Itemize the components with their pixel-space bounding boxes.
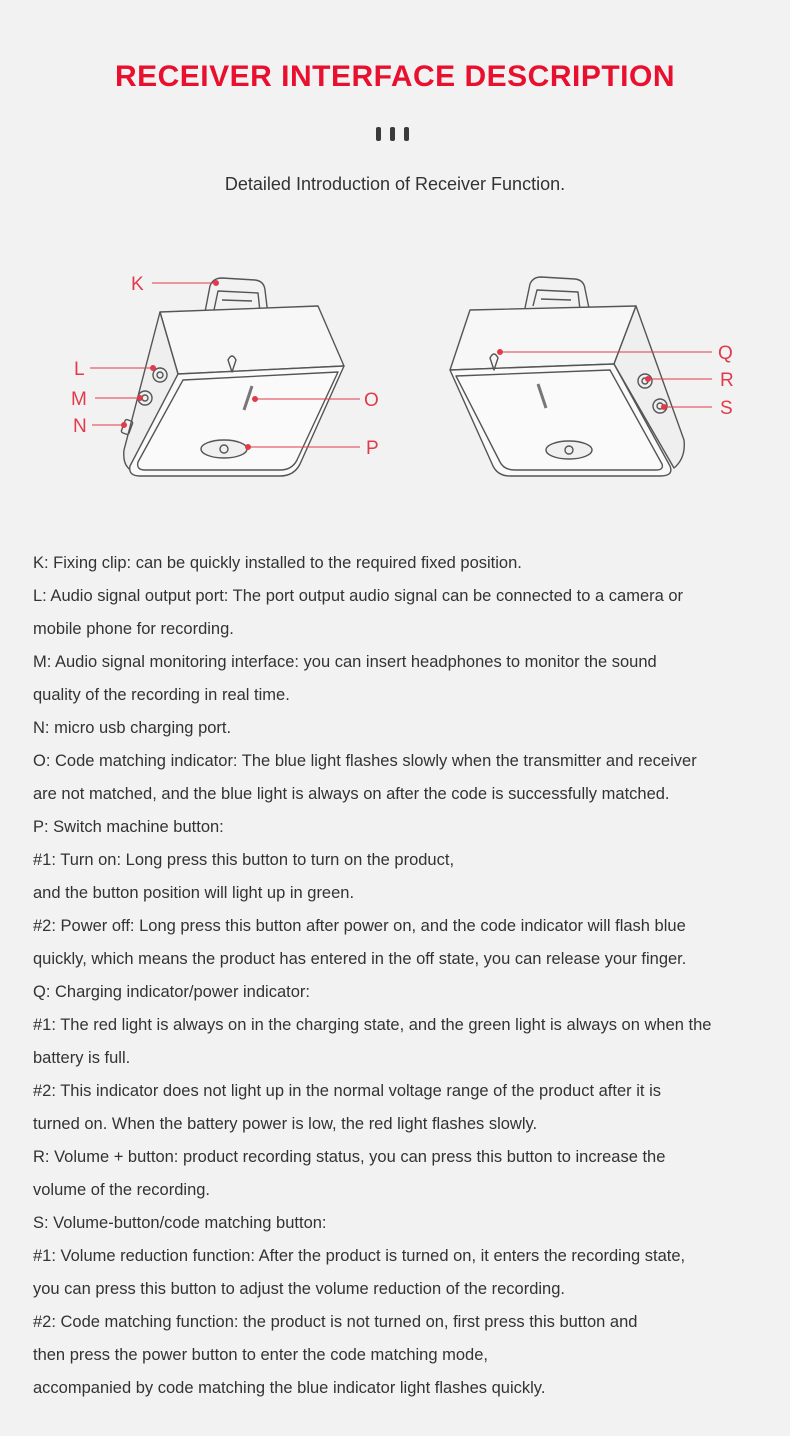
divider-dots — [376, 127, 416, 141]
description-line: are not matched, and the blue light is always on after the code is successfully matched. — [33, 785, 670, 803]
description-line: accompanied by code matching the blue indicator light flashes quickly. — [33, 1379, 546, 1397]
divider-dot — [404, 127, 409, 141]
function-description — [33, 547, 778, 1405]
callout-o: O — [364, 390, 379, 411]
description-line: battery is full. — [33, 1049, 131, 1067]
callout-q: Q — [718, 343, 733, 364]
description-line: #2: This indicator does not light up in the normal voltage range of the product after it is — [33, 1082, 661, 1100]
description-line: turned on. When the battery power is low, the red light flashes slowly. — [33, 1115, 538, 1133]
description-line: P: Switch machine button: — [33, 818, 224, 836]
description-line: then press the power button to enter the code matching mode, — [33, 1346, 488, 1364]
description-line: #1: Turn on: Long press this button to turn on the product, — [33, 851, 455, 869]
description-line: #2: Code matching function: the product is not turned on, first press this button and — [33, 1313, 638, 1331]
description-line: O: Code matching indicator: The blue light flashes slowly when the transmitter and receiver — [33, 752, 697, 770]
callout-n: N — [73, 416, 87, 437]
description-line: quality of the recording in real time. — [33, 686, 290, 704]
callout-s: S — [720, 398, 733, 419]
page-title: RECEIVER INTERFACE DESCRIPTION — [114, 60, 676, 93]
callout-k: K — [131, 274, 144, 295]
description-line: Q: Charging indicator/power indicator: — [33, 983, 310, 1001]
callout-m: M — [71, 389, 87, 410]
description-line: R: Volume + button: product recording status, you can press this button to increase the — [33, 1148, 666, 1166]
description-line: #2: Power off: Long press this button after power on, and the code indicator will flash blue — [33, 917, 686, 935]
description-line: you can press this button to adjust the volume reduction of the recording. — [33, 1280, 565, 1298]
description-line: quickly, which means the product has entered in the off state, you can release your finger. — [33, 950, 687, 968]
description-line: and the button position will light up in green. — [33, 884, 355, 902]
description-line: K: Fixing clip: can be quickly installed to the required fixed position. — [33, 554, 522, 572]
receiver-illustration — [0, 260, 790, 500]
description-line: #1: The red light is always on in the charging state, and the green light is always on when the — [33, 1016, 712, 1034]
receiver-left-view — [121, 278, 344, 476]
divider-dot — [390, 127, 395, 141]
description-line: volume of the recording. — [33, 1181, 211, 1199]
description-line: S: Volume-button/code matching button: — [33, 1214, 327, 1232]
description-line: #1: Volume reduction function: After the product is turned on, it enters the recording state, — [33, 1247, 686, 1265]
receiver-diagram — [0, 260, 790, 500]
callout-r: R — [720, 370, 734, 391]
callout-p: P — [366, 438, 379, 459]
description-line: L: Audio signal output port: The port output audio signal can be connected to a camera or — [33, 587, 684, 605]
divider-dot — [376, 127, 381, 141]
description-line: M: Audio signal monitoring interface: you can insert headphones to monitor the sound — [33, 653, 657, 671]
callout-l: L — [74, 359, 85, 380]
description-line: mobile phone for recording. — [33, 620, 234, 638]
page-subtitle: Detailed Introduction of Receiver Function. — [224, 174, 566, 194]
description-line: N: micro usb charging port. — [33, 719, 232, 737]
